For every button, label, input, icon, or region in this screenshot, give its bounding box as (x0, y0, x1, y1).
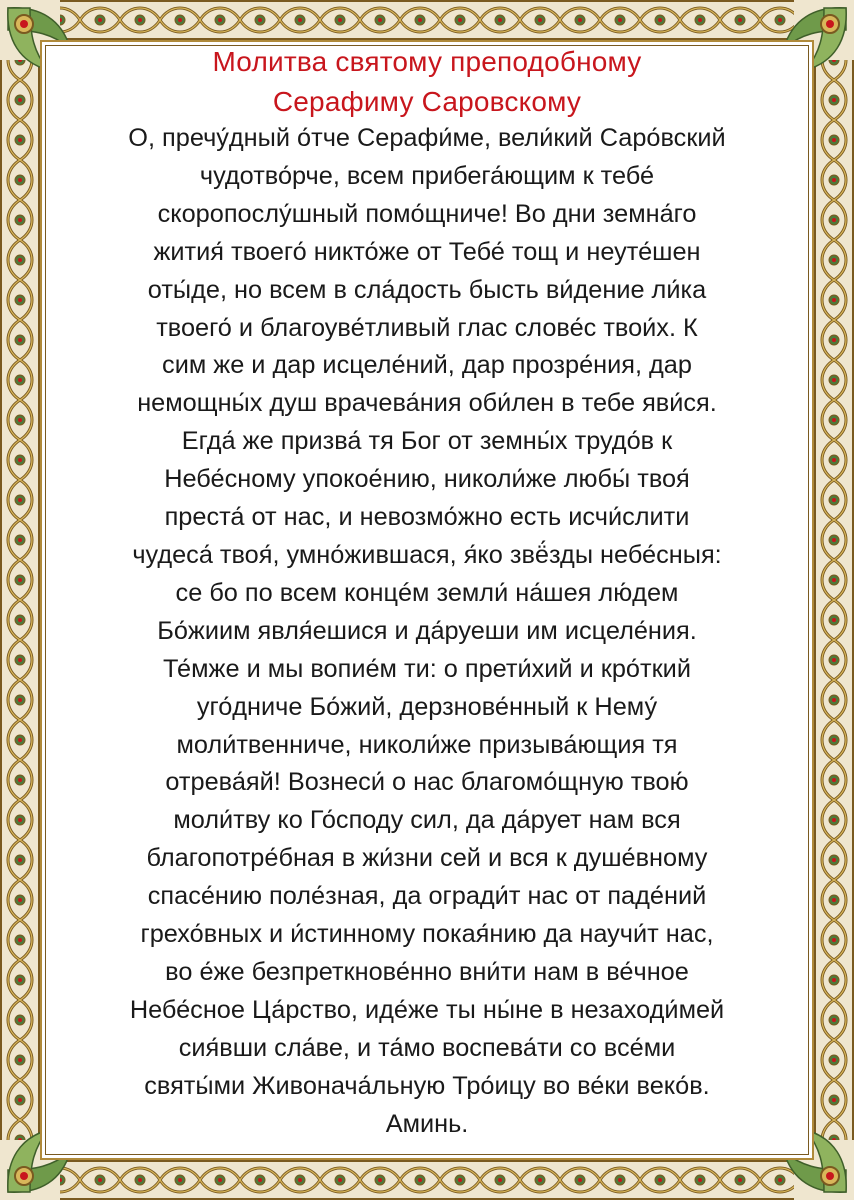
prayer-line: Егда́ же призва́ тя Бог от земны́х трудо́в к (181, 427, 673, 456)
prayer-line: моли́тву ко Го́споду сил, да да́рует нам вся (173, 806, 681, 835)
prayer-line: уго́дниче Бо́жий, дерзнове́нный к Нему́ (196, 692, 658, 721)
title-line-2: Серафиму Саровскому (272, 86, 582, 117)
prayer-line: сим же и дар исцеле́ний, дар прозре́ния, дар (162, 351, 692, 380)
prayer-line: скоропослу́шный помо́щниче! Во дни земна́го (157, 199, 697, 228)
prayer-line: Аминь. (385, 1109, 469, 1138)
prayer-line: грехо́вных и и́стинному покая́нию да научи́т нас, (140, 920, 714, 949)
prayer-line: спасе́нию поле́зная, да огради́т нас от паде́ний (147, 882, 707, 911)
prayer-line: жития́ твоего́ никто́же от Тебе́ тощ и неуте́шен (153, 237, 701, 266)
prayer-line: немощны́х душ врачева́ния оби́лен в тебе яви́ся. (137, 389, 717, 418)
prayer-line: преста́ от нас, и невозмо́жно есть исчи́слити (164, 503, 690, 532)
ornament-border-top (0, 0, 854, 40)
prayer-line: Небе́сное Ца́рство, иде́же ты ны́не в незаходи́мей (129, 995, 725, 1024)
prayer-line: чудеса́ твоя́, умно́жившася, я́ко звё́зды небе́сныя: (132, 540, 722, 569)
prayer-line: во е́же безпреткнове́нно вни́ти нам в ве́чное (165, 957, 689, 986)
prayer-text (40, 120, 814, 1143)
prayer-line: отрева́яй! Вознеси́ о нас благомо́щную твою́ (165, 768, 689, 797)
prayer-line: Бо́жиим явля́ешися и да́руеши им исцеле́ния. (157, 616, 697, 645)
prayer-line: благопотре́бная в жи́зни сей и вся к душе́вному (146, 844, 708, 873)
prayer-line: О, пречу́дный о́тче Серафи́ме, вели́кий Саро́вский (128, 124, 726, 152)
prayer-line: моли́твенниче, николи́же призыва́ющия тя (176, 730, 678, 759)
prayer-title (0, 42, 854, 122)
prayer-line: Небе́сному упокое́нию, николи́же любы́ твоя́ (164, 465, 690, 494)
prayer-line: чудотво́рче, всем прибега́ющим к тебе́ (199, 161, 655, 190)
ornament-border-left (0, 0, 40, 1200)
prayer-line: Те́мже и мы вопие́м ти: о прети́хий и кро́ткий (163, 654, 691, 683)
prayer-line: оты́де, но всем в сла́дость бысть ви́дение ли́ка (147, 275, 707, 304)
prayer-line: сия́вши сла́ве, и та́мо воспева́ти со все́ми (178, 1033, 676, 1062)
prayer-line: твоего́ и благоуве́тливый глас слове́с твои́х. К (156, 313, 698, 342)
prayer-line: святы́ми Живонача́льную Тро́ицу во ве́ки веко́в. (144, 1071, 710, 1100)
ornament-border-right (814, 0, 854, 1200)
title-line-1: Молитва святому преподобному (212, 46, 642, 77)
ornament-border-bottom (0, 1160, 854, 1200)
prayer-line: се бо по всем концéм земли́ на́шея лю́дем (175, 578, 679, 607)
